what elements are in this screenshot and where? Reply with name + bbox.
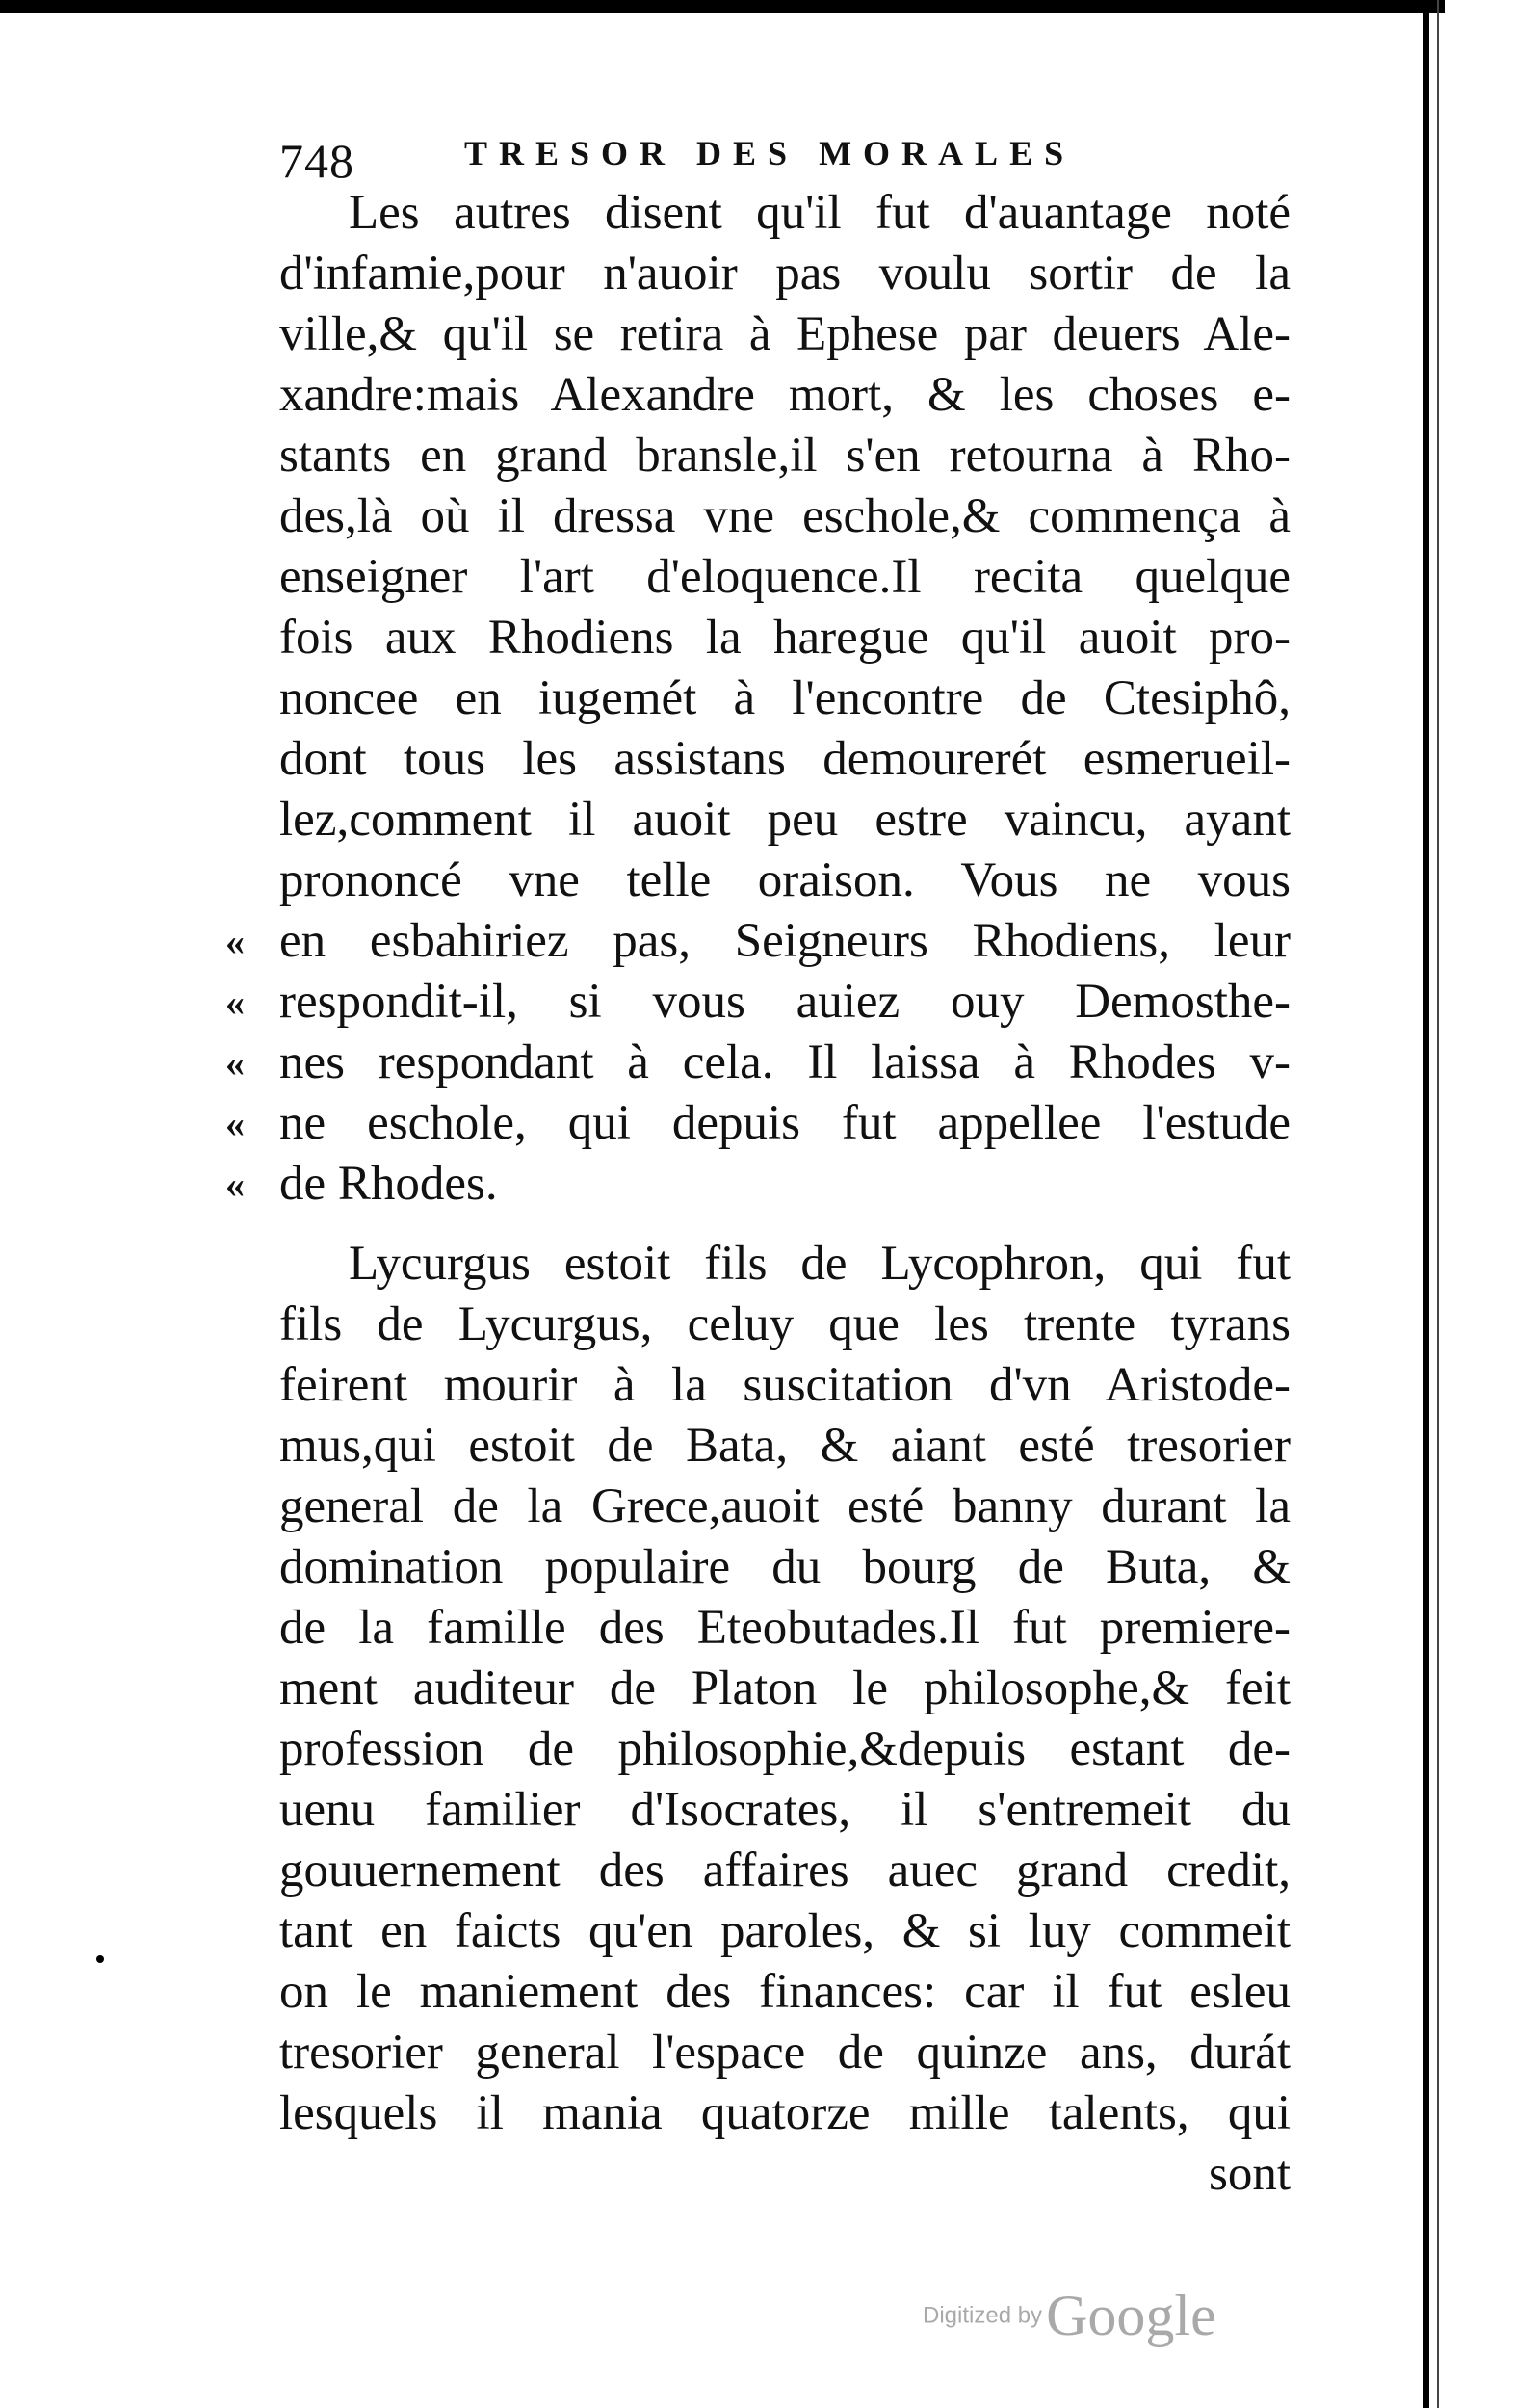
text-line: Lycurgus estoit fils de Lycophron, qui fut [349, 1237, 1291, 1291]
text-line: prononcé vne telle oraison. Vous ne vous [279, 853, 1291, 907]
quoted-line-text: nes respondant à cela. Il laissa à Rhodes v- [279, 1035, 1291, 1089]
text-line: ville,& qu'il se retira à Ephese par deuers Ale- [279, 307, 1291, 361]
digitized-by-label: Digitized by [923, 2302, 1043, 2329]
text-line: d'infamie,pour n'auoir pas voulu sortir de la [279, 247, 1291, 301]
text-line: fois aux Rhodiens la haregue qu'il auoit pro- [279, 611, 1291, 665]
text-line: Les autres disent qu'il fut d'auantage noté [349, 186, 1291, 240]
text-line: lesquels il mania quatorze mille talents, qui [279, 2086, 1291, 2140]
quote-mark: « [225, 981, 245, 1024]
text-line: de la famille des Eteobutades.Il fut premiere- [279, 1601, 1291, 1655]
quoted-line-text: ne eschole, qui depuis fut appellee l'estude [279, 1096, 1291, 1150]
quoted-line [225, 1093, 1291, 1154]
text-line: on le maniement des finances: car il fut esleu [279, 1965, 1291, 2019]
quote-mark: « [225, 1102, 245, 1145]
text-line: tant en faicts qu'en paroles, & si luy commeit [279, 1904, 1291, 1958]
page-edge-line [1437, 0, 1439, 2408]
text-line: feirent mourir à la suscitation d'vn Aristode- [279, 1358, 1291, 1412]
quoted-line-text: en esbahiriez pas, Seigneurs Rhodiens, leur [279, 914, 1291, 968]
quoted-line [225, 1033, 1291, 1093]
digitized-watermark [923, 2283, 1216, 2349]
quoted-line [225, 972, 1291, 1033]
book-page [225, 123, 1291, 2205]
catchword: sont [1208, 2147, 1291, 2201]
text-line: mus,qui estoit de Bata, & aiant esté tresorier [279, 1419, 1291, 1473]
text-line: profession de philosophie,&depuis estant de- [279, 1722, 1291, 1776]
text-line: gouuernement des affaires auec grand credit, [279, 1844, 1291, 1898]
text-line: stants en grand bransle,il s'en retourna à Rho- [279, 429, 1291, 483]
quote-mark: « [225, 920, 245, 963]
text-line: fils de Lycurgus, celuy que les trente tyrans [279, 1297, 1291, 1351]
quote-mark: « [225, 1041, 245, 1085]
quote-mark: « [225, 1163, 245, 1206]
quoted-line [225, 1154, 1291, 1215]
text-line: ment auditeur de Platon le philosophe,& feit [279, 1662, 1291, 1715]
ink-speck [96, 1955, 104, 1963]
text-line: tresorier general l'espace de quinze ans, durát [279, 2026, 1291, 2080]
google-logo: Google [1046, 2284, 1216, 2347]
text-line: uenu familier d'Isocrates, il s'entremeit du [279, 1783, 1291, 1837]
text-line: dont tous les assistans demourerét esmerueil- [279, 732, 1291, 786]
text-line: noncee en iugemét à l'encontre de Ctesiphô, [279, 671, 1291, 725]
quoted-line-text: de Rhodes. [279, 1157, 498, 1211]
text-line: xandre:mais Alexandre mort, & les choses e- [279, 368, 1291, 422]
paragraph-gap [279, 1215, 1291, 1234]
text-line: enseigner l'art d'eloquence.Il recita quelque [279, 550, 1291, 604]
page-number: 748 [279, 134, 354, 188]
quoted-line-text: respondit-il, si vous auiez ouy Demosthe- [279, 975, 1291, 1029]
running-head [279, 123, 1291, 188]
top-edge-rule [0, 0, 1445, 13]
page-edge-shadow [1423, 0, 1429, 2408]
text-line: domination populaire du bourg de Buta, & [279, 1540, 1291, 1594]
quoted-line [225, 911, 1291, 972]
text-line: general de la Grece,auoit esté banny durant la [279, 1479, 1291, 1533]
running-title: TRESOR DES MORALES [464, 134, 1076, 172]
text-line: des,là où il dressa vne eschole,& commença à [279, 489, 1291, 543]
text-line: lez,comment il auoit peu estre vaincu, ayant [279, 793, 1291, 847]
